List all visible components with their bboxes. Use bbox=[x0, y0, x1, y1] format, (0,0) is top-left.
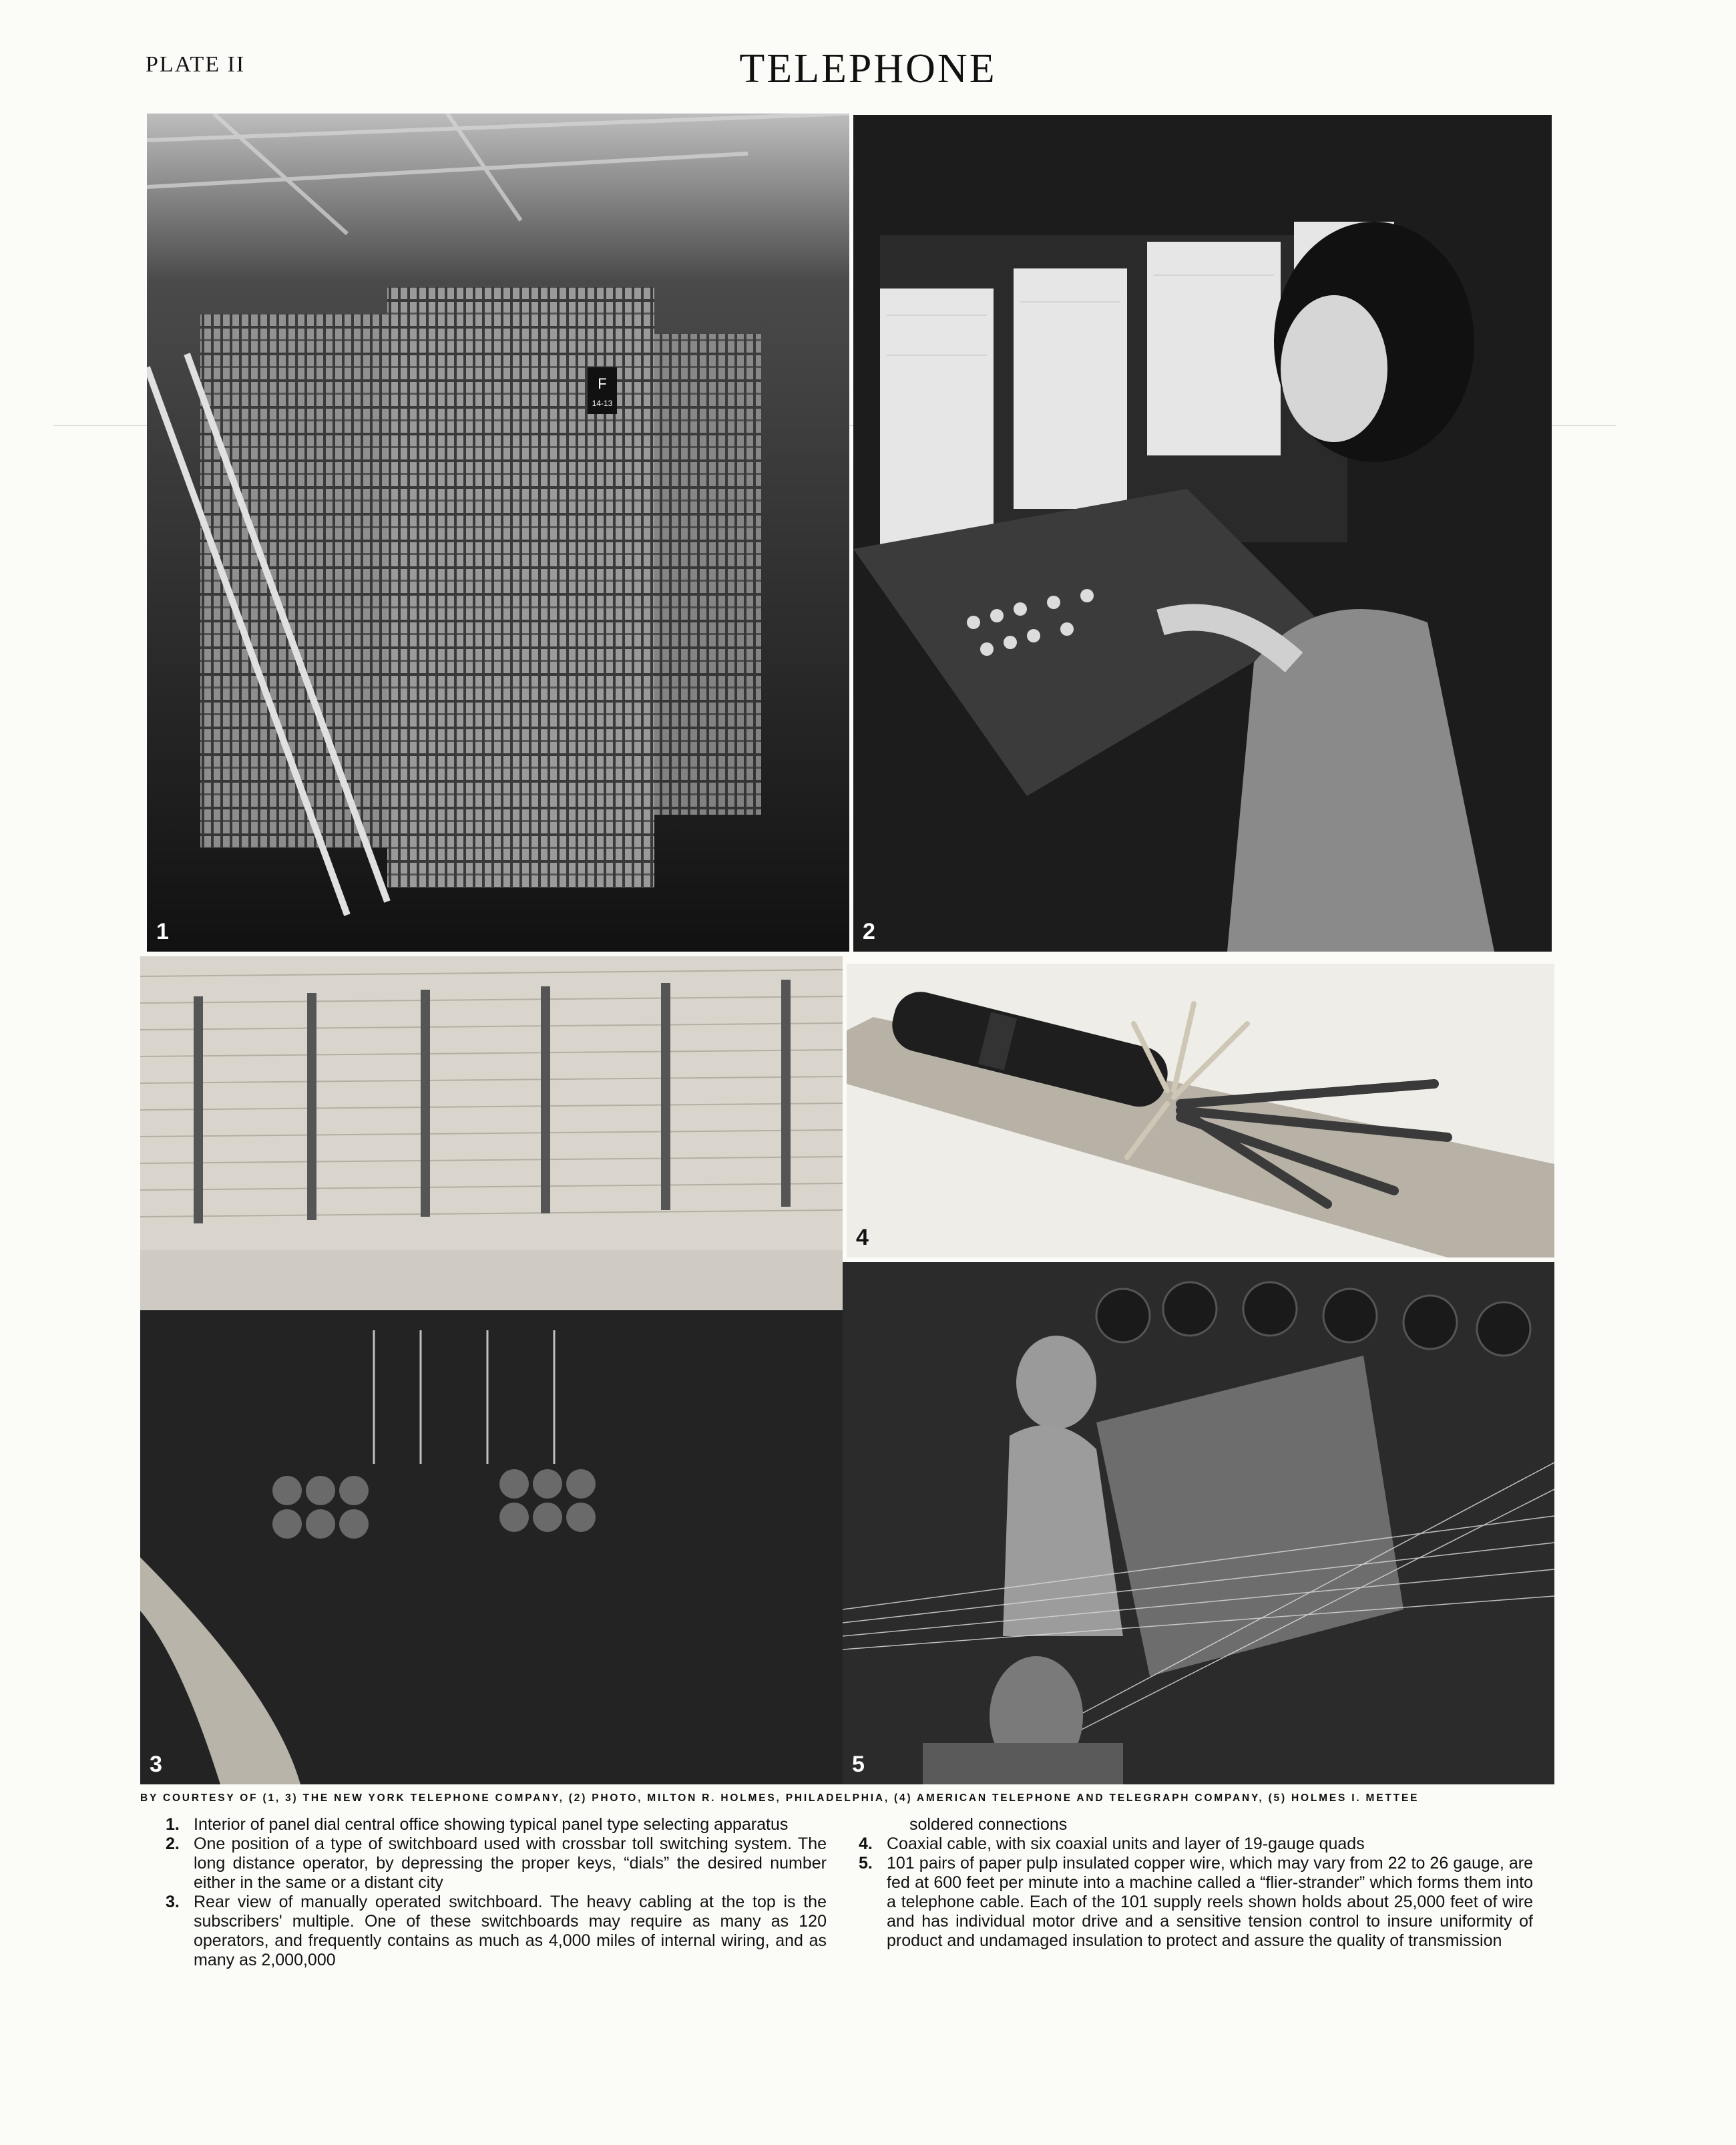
caption-number: 5. bbox=[859, 1854, 873, 1873]
photo-switchboard-operator bbox=[853, 115, 1552, 952]
photo-5-image bbox=[843, 1262, 1554, 1784]
caption-2 bbox=[166, 1834, 827, 1893]
caption-5 bbox=[859, 1854, 1533, 1951]
photo-4-image bbox=[847, 964, 1554, 1257]
photo-panel-dial-office bbox=[147, 114, 849, 952]
photo-number: 5 bbox=[852, 1752, 865, 1777]
caption-number: 2. bbox=[166, 1834, 180, 1853]
caption-3 bbox=[166, 1893, 827, 1970]
page-title: TELEPHONE bbox=[739, 46, 997, 91]
photo-flier-strander bbox=[843, 1262, 1554, 1784]
photo-number: 3 bbox=[150, 1752, 162, 1777]
plate-label: PLATE II bbox=[146, 52, 246, 77]
caption-text: Coaxial cable, with six coaxial units and layer of 19-gauge quads bbox=[887, 1834, 1365, 1853]
caption-number: 4. bbox=[859, 1834, 873, 1853]
photo-number: 1 bbox=[156, 919, 169, 944]
photo-3-image bbox=[140, 956, 843, 1784]
captions-left-column bbox=[166, 1815, 827, 1970]
caption-text: 101 pairs of paper pulp insulated copper wire, which may vary from 22 to 26 gauge, are fed at 600 feet per minute into a machine called a “flier-strander” which forms them into a telephone cable. Each of the 101 supply reels shown holds about 25,000 feet of wire and has individual motor drive and a sensitive tension control to insure uniformity of product and undamaged insulation to protect and assure the quality of transmission bbox=[887, 1854, 1533, 1950]
rack-sign-number: 14-13 bbox=[592, 399, 613, 408]
photo-coaxial-cable bbox=[847, 964, 1554, 1257]
caption-3-continued bbox=[859, 1815, 1533, 1834]
rack-sign-letter: F bbox=[598, 375, 607, 392]
captions-right-column bbox=[859, 1815, 1533, 1951]
photo-number: 2 bbox=[863, 919, 875, 944]
caption-text: One position of a type of switchboard used with crossbar toll switching system. The long distance operator, by depressing the proper keys, “dials” the desired number either in the same or a distant city bbox=[194, 1834, 827, 1892]
caption-number: 1. bbox=[166, 1815, 180, 1834]
caption-text: soldered connections bbox=[909, 1815, 1068, 1834]
caption-number: 3. bbox=[166, 1893, 180, 1911]
photo-2-image bbox=[853, 115, 1552, 952]
caption-text: Interior of panel dial central office showing typical panel type selecting apparatus bbox=[194, 1815, 789, 1834]
photo-switchboard-rear bbox=[140, 956, 843, 1784]
caption-text: Rear view of manually operated switchboard. The heavy cabling at the top is the subscribers' multiple. One of these switchboards may require as many as 120 operators, and frequently contains as much as 4,000 miles of internal wiring, and as many as 2,000,000 bbox=[194, 1893, 827, 1969]
photo-1-image bbox=[147, 114, 849, 952]
photo-number: 4 bbox=[856, 1225, 869, 1250]
photo-credit: BY COURTESY OF (1, 3) THE NEW YORK TELEPHONE COMPANY, (2) PHOTO, MILTON R. HOLMES, PHILADELPHIA, (4) AMERICAN TELEPHONE AND TELEGRAPH COMPANY, (5) HOLMES I. METTEE bbox=[140, 1792, 1420, 1804]
caption-1 bbox=[166, 1815, 827, 1834]
caption-4 bbox=[859, 1834, 1533, 1854]
